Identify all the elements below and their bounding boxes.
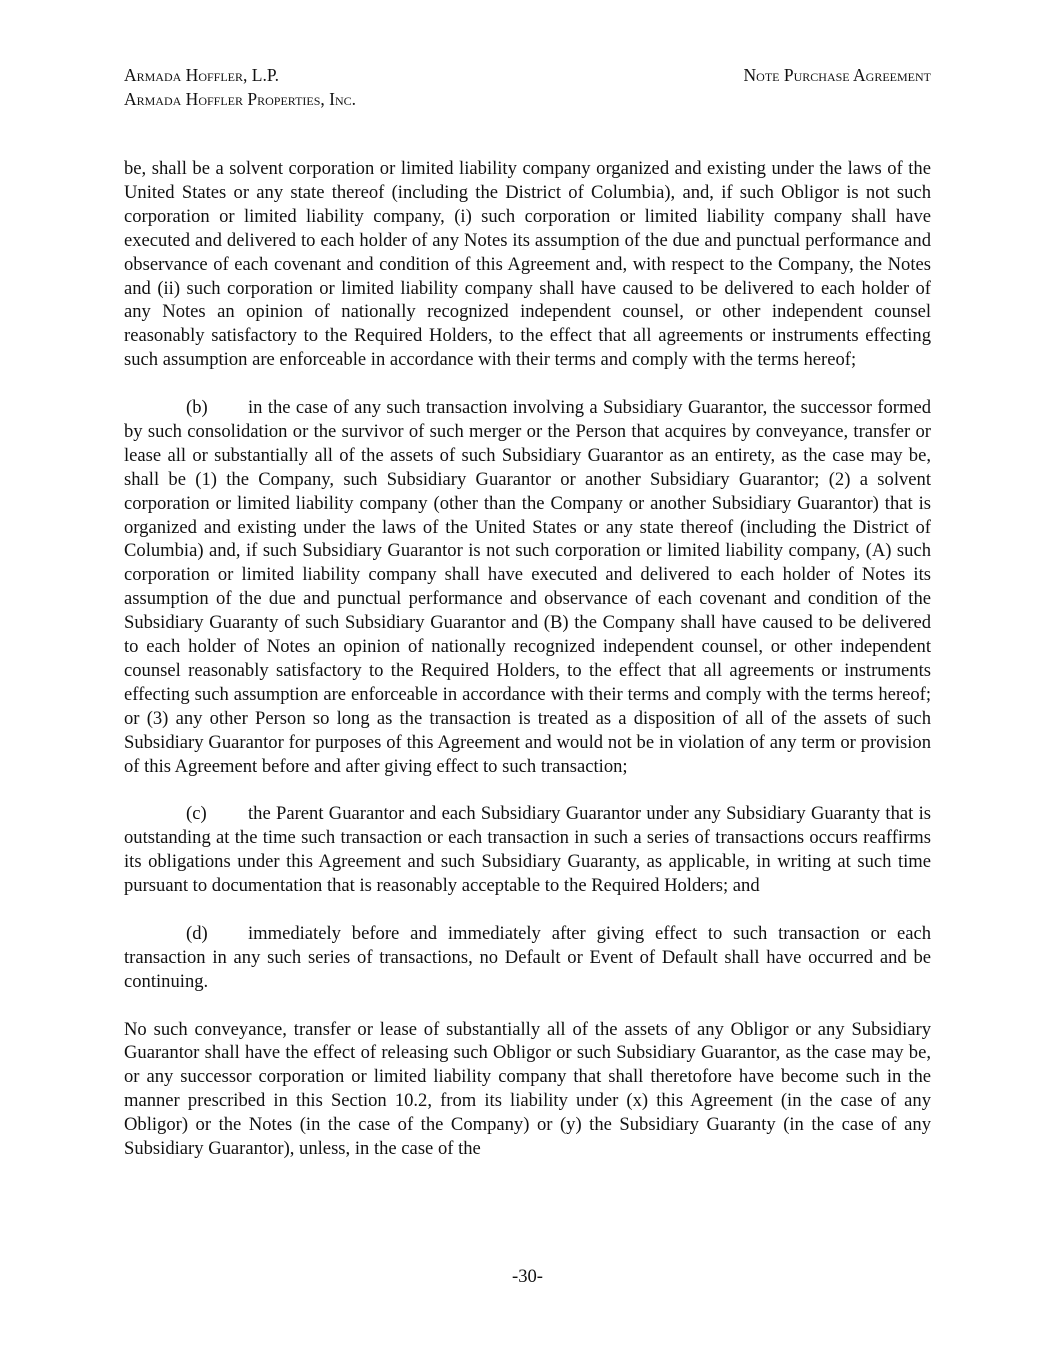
paragraph-continuation: be, shall be a solvent corporation or limited liability company organized and existing under the laws of the United States or any state thereof (including the District of Columbia), and, if such Obligor is not such corporation or limited liability company, (i) such corporation or limited liability company shall have executed and delivered to each holder of any Notes its assumption of the due and punctual performance and observance of each covenant and condition of this Agreement and, with respect to the Company, the Notes and (ii) such corporation or limited liability company shall have caused to be delivered to each holder of any Notes an opinion of nationally recognized independent counsel, or other independent counsel reasonably satisfactory to the Required Holders, to the effect that all agreements or instruments effecting such assumption are enforceable in accordance with their terms and comply with the terms hereof; [124, 158, 931, 371]
clause-c-text: the Parent Guarantor and each Subsidiary Guarantor under any Subsidiary Guaranty that is outstanding at the time such transaction or each transaction in such a series of transactions occurs reaffirms its obligations under this Agreement and such Subsidiary Guaranty, as applicable, in writing at such time pursuant to documentation that is reasonably acceptable to the Required Holders; and [124, 803, 931, 897]
clause-d-text: immediately before and immediately after giving effect to such transaction or each transaction in any such series of transactions, no Default or Event of Default shall have occurred and be continuing. [124, 922, 931, 992]
header-left [124, 63, 356, 111]
clause-d [124, 922, 931, 994]
clause-d-label: (d) [186, 922, 208, 944]
clause-b-label: (b) [186, 397, 208, 419]
clause-c [124, 802, 931, 898]
company-name-lp: Armada Hoffler, L.P. [124, 65, 279, 85]
company-name-inc: Armada Hoffler Properties, Inc. [124, 89, 357, 109]
page-number: -30- [512, 1266, 543, 1287]
clause-c-label: (c) [186, 803, 207, 825]
clause-b-text: in the case of any such transaction involving a Subsidiary Guarantor, the successor formed by such consolidation or the survivor of such merger or the Person that acquires by conveyance, transfer or lease all or substantially all of the assets of such Subsidiary Guarantor as an entirety, as the case may be, shall be (1) the Company, such Subsidiary Guarantor or another Subsidiary Guarantor; (2) a solvent corporation or limited liability company (other than the Company or another Subsidiary Guarantor) that is organized and existing under the laws of the United States or any state thereof (including the District of Columbia) and, if such Subsidiary Guarantor is not such corporation or limited liability company, (A) such corporation or limited liability company shall have executed and delivered to each holder of Notes its assumption of the due and punctual performance and observance of each covenant and condition of the Subsidiary Guaranty of such Subsidiary Guarantor and (B) the Company shall have caused to be delivered to each holder of Notes an opinion of nationally recognized independent counsel, or other independent counsel reasonably satisfactory to the Required Holders, to the effect that all agreements or instruments effecting such assumption are enforceable in accordance with their terms and comply with the terms hereof; or (3) any other Person so long as the transaction is treated as a disposition of all of the assets of such Subsidiary Guarantor for purposes of this Agreement and would not be in violation of any term or provision of this Agreement before and after giving effect to such transaction; [124, 397, 931, 777]
paragraph-final: No such conveyance, transfer or lease of substantially all of the assets of any Obligor or any Subsidiary Guarantor shall have the effect of releasing such Obligor or such Subsidiary Guarantor, as the case may be, or any successor corporation or limited liability company that shall theretofore have become such in the manner prescribed in this Section 10.2, from its liability under (x) this Agreement (in the case of any Obligor) or the Notes (in the case of the Company) or (y) the Subsidiary Guaranty (in the case of any Subsidiary Guarantor), unless, in the case of the [124, 1018, 931, 1160]
document-body [124, 157, 931, 1185]
clause-b [124, 396, 931, 779]
document-title: Note Purchase Agreement [743, 65, 931, 85]
